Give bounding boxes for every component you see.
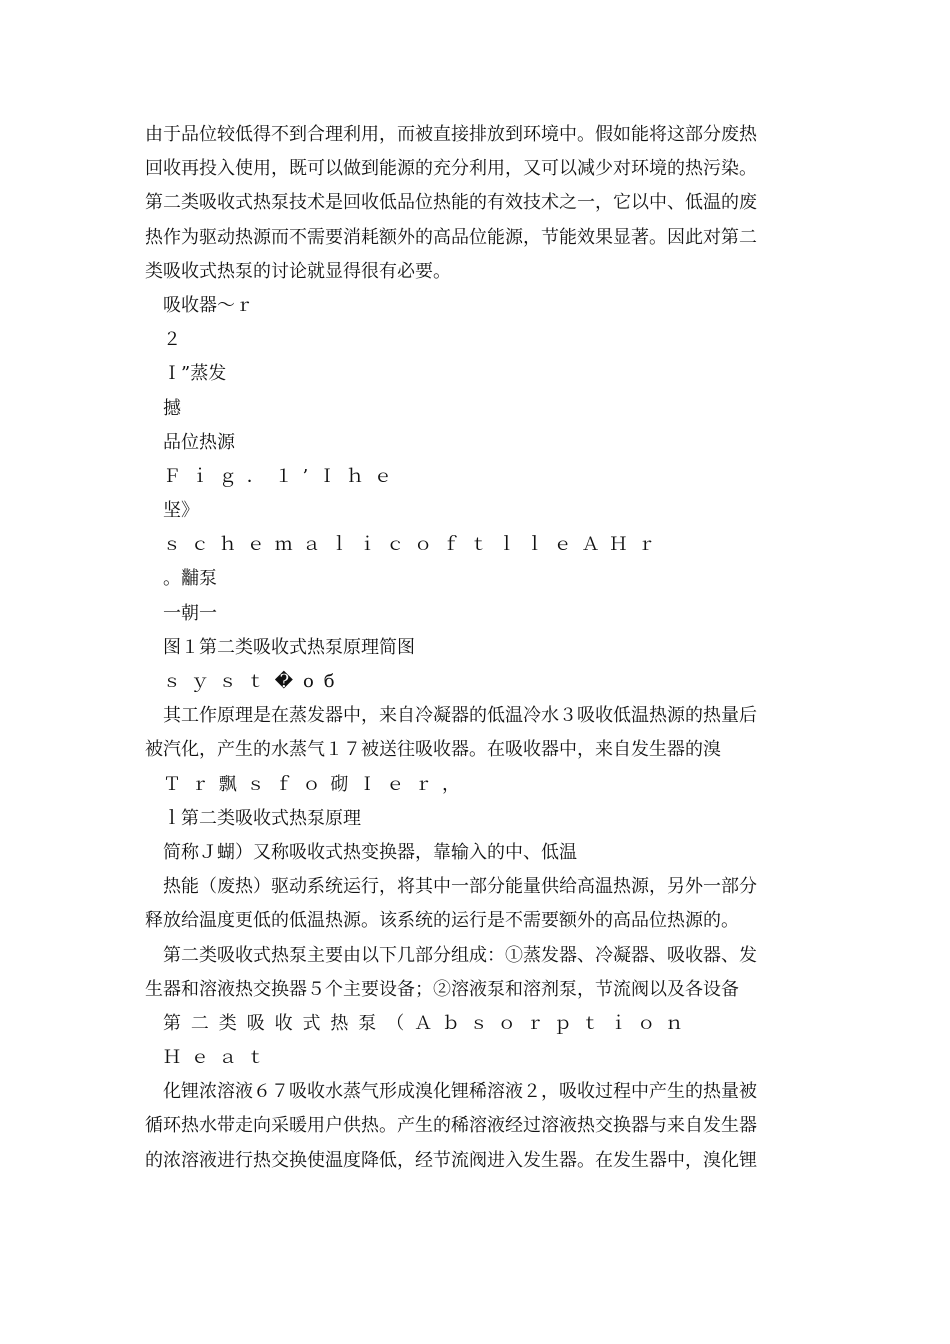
paragraph-line: 其工作原理是在蒸发器中，来自冷凝器的低温冷水３吸收低温热源的热量后 bbox=[163, 705, 757, 727]
figure-label: 撼 bbox=[163, 397, 181, 419]
paragraph-line: 被汽化，产生的水蒸气１７被送往吸收器。在吸收器中，来自发生器的溴 bbox=[145, 739, 721, 761]
figure-caption-english: Ｆｉｇ．１’Ｉｈｅ bbox=[163, 465, 402, 487]
text-line: 由于品位较低得不到合理利用，而被直接排放到环境中。假如能将这部分废热 bbox=[145, 124, 757, 145]
text-fragment: Ｈｅａｔ bbox=[163, 1047, 275, 1069]
text-fragment: ｌ第二类吸收式热泵原理 bbox=[163, 807, 361, 829]
text-fragment: 第二类吸收式热泵（Ａｂｓｏｒｐｔｉｏｎ bbox=[163, 1012, 694, 1034]
paragraph-line: 生器和溶液热交换器５个主要设备；②溶液泵和溶剂泵，节流阀以及各设备 bbox=[145, 978, 739, 1000]
figure-caption: 图１第二类吸收式热泵原理简图 bbox=[163, 636, 415, 658]
figure-label: 品位热源 bbox=[163, 431, 235, 453]
figure-caption-english: ｓｃｈｅｍａｌｉｃｏｆｔｌｌｅＡＨｒ bbox=[163, 534, 666, 556]
figure-label: 吸收器～ｒ bbox=[163, 294, 253, 316]
paragraph-line: 第二类吸收式热泵主要由以下几部分组成：①蒸发器、冷凝器、吸收器、发 bbox=[163, 944, 757, 966]
text-line: 第二类吸收式热泵技术是回收低品位热能的有效技术之一，它以中、低温的废 bbox=[145, 192, 757, 214]
paragraph-line: 循环热水带走向采暖用户供热。产生的稀溶液经过溶液热交换器与来自发生器 bbox=[145, 1115, 757, 1137]
document-body bbox=[145, 118, 800, 1178]
text-line: 回收再投入使用，既可以做到能源的充分利用，又可以减少对环境的热污染。 bbox=[145, 158, 757, 180]
figure-label: 坚》 bbox=[163, 500, 199, 522]
figure-label: 。黼泵 bbox=[163, 568, 217, 590]
paragraph-line: 热能（废热）驱动系统运行，将其中一部分能量供给高温热源，另外一部分 bbox=[163, 876, 757, 898]
paragraph-line: 的浓溶液进行热交换使温度降低，经节流阀进入发生器。在发生器中，溴化锂 bbox=[145, 1149, 757, 1171]
figure-label: 一朝一 bbox=[163, 602, 217, 624]
paragraph-line: 释放给温度更低的低温热源。该系统的运行是不需要额外的高品位热源的。 bbox=[145, 910, 739, 932]
figure-label: Ｉ”蒸发 bbox=[163, 363, 227, 385]
paragraph-line: 简称Ｊ蝴）又称吸收式热变换器，靠输入的中、低温 bbox=[163, 841, 577, 863]
text-line: 类吸收式热泵的讨论就显得很有必要。 bbox=[145, 260, 451, 282]
text-fragment: Ｔｒ飘ｓｆｏ砌Ｉｅｒ， bbox=[163, 773, 470, 795]
paragraph-line: 化锂浓溶液６７吸收水蒸气形成溴化锂稀溶液２，吸收过程中产生的热量被 bbox=[163, 1081, 757, 1103]
figure-caption-english: ｓｙｓｔ�об bbox=[163, 671, 345, 692]
figure-label: ２ bbox=[163, 329, 181, 351]
text-line: 热作为驱动热源而不需要消耗额外的高品位能源，节能效果显著。因此对第二 bbox=[145, 226, 757, 248]
